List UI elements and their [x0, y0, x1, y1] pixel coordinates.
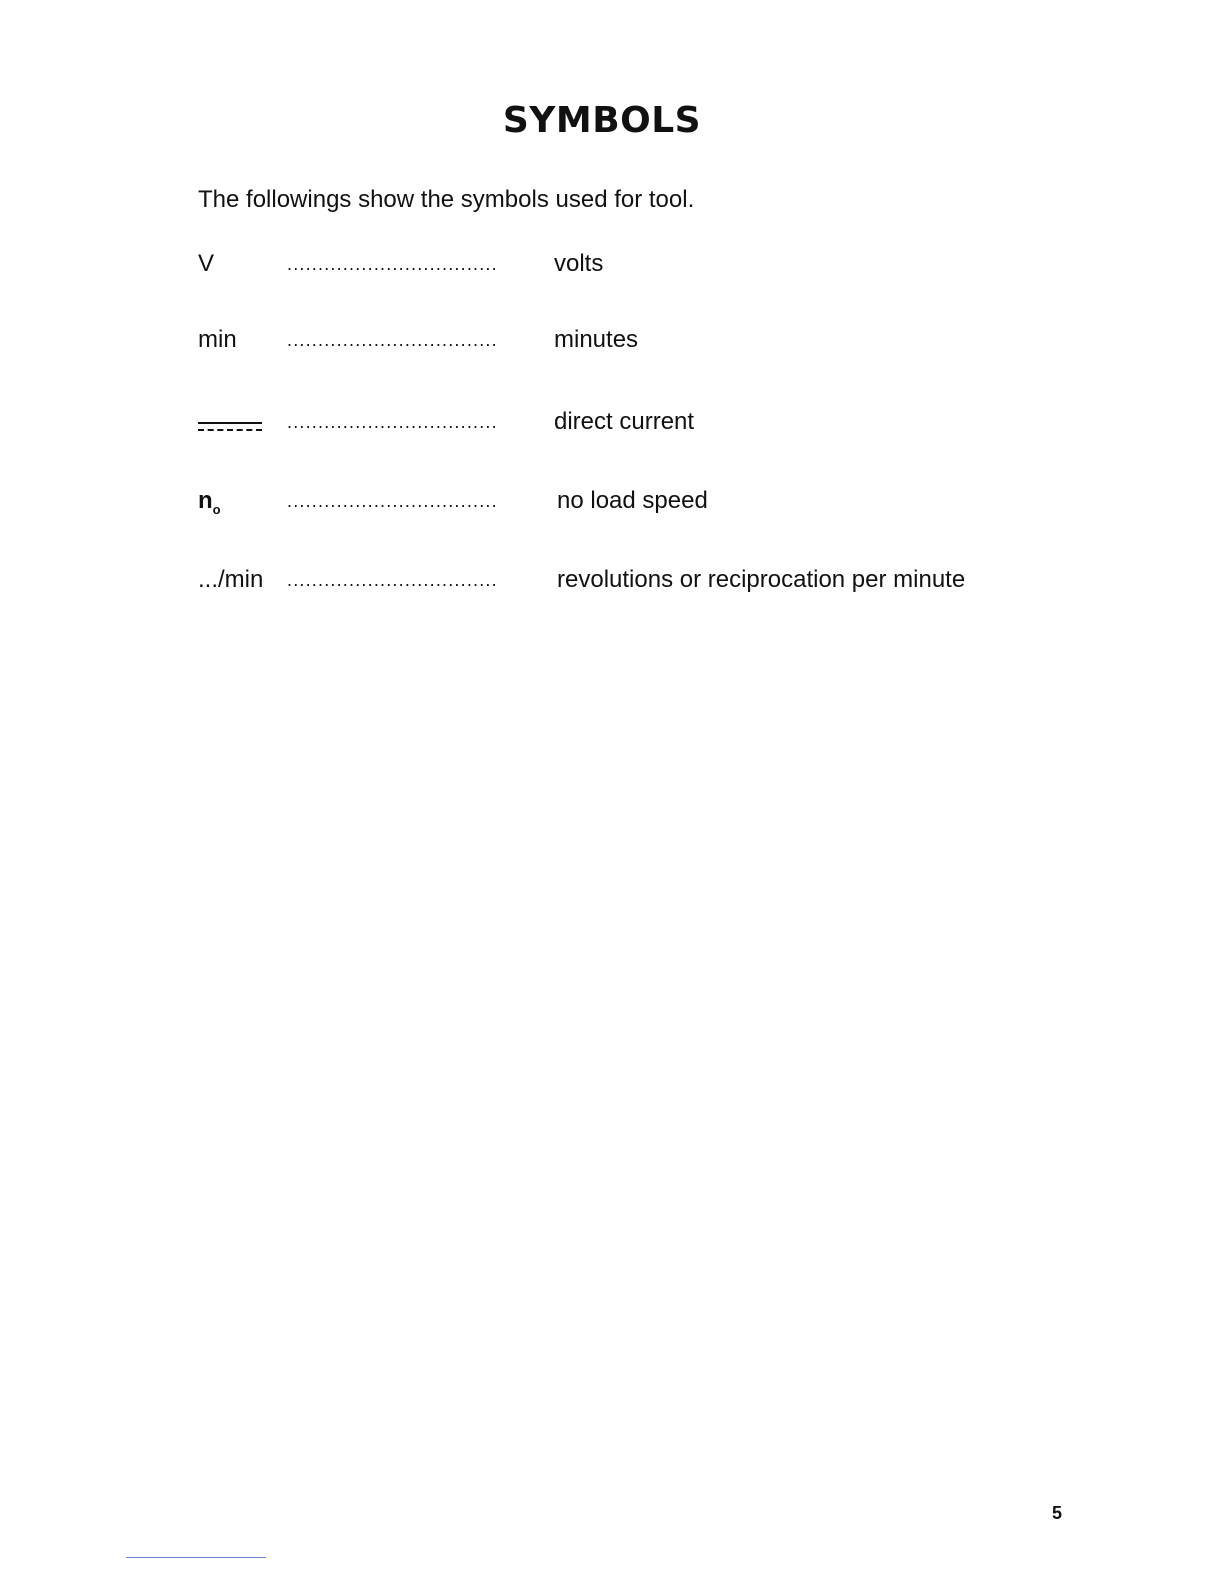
symbol-no-load-speed-main: n: [198, 487, 213, 514]
meaning-minutes: minutes: [554, 326, 639, 353]
meaning-no-load-speed: no load speed: [557, 487, 708, 514]
symbol-row-volts: [198, 250, 1098, 284]
footer-divider: [126, 1557, 266, 1558]
meaning-per-minute: revolutions or reciprocation per minute: [557, 566, 966, 593]
direct-current-icon: [198, 422, 262, 432]
dot-leader: ..................................: [287, 330, 498, 350]
dot-leader: ..................................: [287, 254, 498, 274]
symbol-row-direct-current: [198, 408, 1098, 442]
page-title: SYMBOLS: [502, 100, 702, 141]
symbol-row-no-load-speed: [198, 487, 1098, 521]
symbol-minutes: min: [198, 326, 237, 353]
symbol-no-load-speed-subscript: o: [212, 501, 221, 517]
page-number: 5: [1052, 1503, 1063, 1523]
symbol-volts: V: [198, 250, 215, 277]
intro-text: The followings show the symbols used for tool.: [198, 186, 695, 213]
dot-leader: ..................................: [287, 491, 498, 511]
symbol-row-minutes: [198, 326, 1098, 360]
symbol-row-per-minute: [198, 566, 1098, 600]
symbol-no-load-speed: [198, 487, 221, 517]
symbol-per-minute: .../min: [198, 566, 264, 593]
dot-leader: ..................................: [287, 412, 498, 432]
meaning-volts: volts: [554, 250, 604, 277]
dot-leader: ..................................: [287, 570, 498, 590]
meaning-direct-current: direct current: [554, 408, 695, 435]
